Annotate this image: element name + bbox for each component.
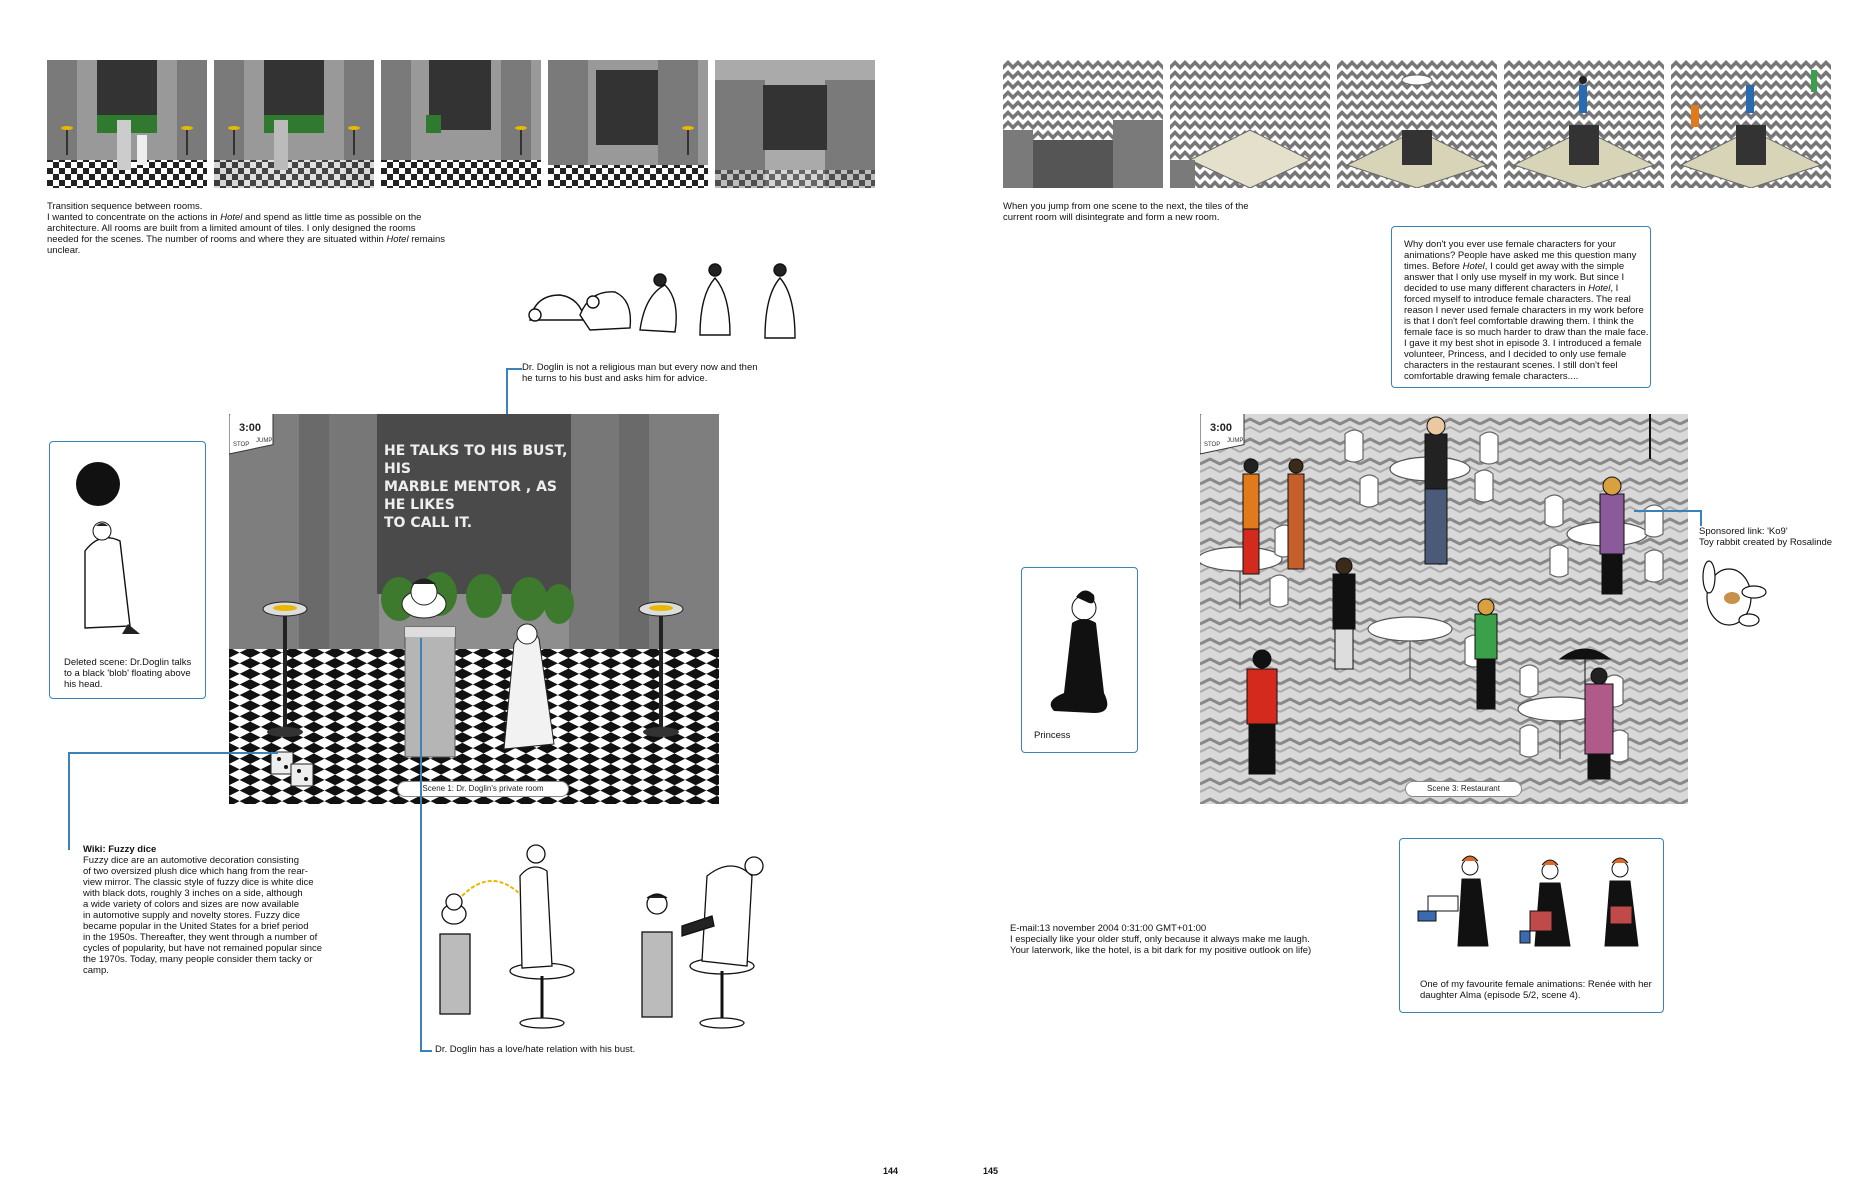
fuzzy-dice-line-9: cycles of popularity, but have not remained popular since xyxy=(83,943,323,954)
female-box-line-6: forced myself to introduce female characters. The real xyxy=(1404,294,1631,305)
jump-thumb-4 xyxy=(1504,60,1664,188)
connector-line-love-hate xyxy=(420,638,422,1051)
transition-thumb-3 xyxy=(381,60,541,188)
deleted-scene-box xyxy=(49,441,206,699)
transition-caption-line-3: needed for the scenes. The number of rooms and where they are situated within Hotel remains xyxy=(47,234,446,245)
female-box-line-5: decided to use many different characters in Hotel, I xyxy=(1404,283,1619,294)
transition-thumb-4 xyxy=(548,60,708,188)
kneeling-sequence-illustration xyxy=(525,250,830,345)
female-box-line-1: Why don't you ever use female characters for your xyxy=(1404,239,1616,250)
scene-1-stop-button: STOP xyxy=(233,442,250,448)
connector-line-sponsored xyxy=(1634,510,1700,512)
renee-caption-line-2: daughter Alma (episode 5/2, scene 4). xyxy=(1420,990,1581,1001)
page-number-left: 144 xyxy=(883,1166,899,1176)
fuzzy-dice-title: Wiki: Fuzzy dice xyxy=(83,844,157,855)
female-box-line-4: answer that I only use myself in my work. But since I xyxy=(1404,272,1625,283)
connector-line-dice-h xyxy=(68,752,278,754)
female-box-line-8: is that I don't feel comfortable drawing them. I think the xyxy=(1404,316,1634,327)
doglin-advice-line-1: Dr. Doglin is not a religious man but every now and then xyxy=(522,362,758,373)
jump-thumb-3 xyxy=(1337,60,1497,188)
female-box-line-12: characters in the restaurant scenes. I still don't feel xyxy=(1404,360,1618,371)
princess-box xyxy=(1021,567,1138,753)
scene-1-sign-line-3: TO CALL IT. xyxy=(384,515,473,531)
deleted-scene-illustration xyxy=(60,456,160,641)
transition-caption-line-1: I wanted to concentrate on the actions in Hotel and spend as little time as possible on the xyxy=(47,212,422,223)
fuzzy-dice-line-8: in the 1950s. Thereafter, they went through a number of xyxy=(83,932,318,943)
fuzzy-dice-line-11: camp. xyxy=(83,965,109,976)
jump-caption-line-1: When you jump from one scene to the next, the tiles of the xyxy=(1003,201,1249,212)
female-box-line-11: volunteer, Princess, and I decided to only use female xyxy=(1404,349,1627,360)
email-line-2: Your laterwork, like the hotel, is a bit dark for my positive outlook on life) xyxy=(1010,945,1312,956)
transition-caption xyxy=(47,201,447,256)
female-box-line-2: animations? People have asked me this question many xyxy=(1404,250,1637,261)
fuzzy-dice-line-1: Fuzzy dice are an automotive decoration consisting xyxy=(83,855,299,866)
love-hate-caption: Dr. Doglin has a love/hate relation with his bust. xyxy=(435,1044,636,1055)
scene-1-label: Scene 1: Dr. Doglin's private room xyxy=(397,781,569,797)
jump-thumb-1 xyxy=(1003,60,1163,188)
transition-thumb-1 xyxy=(47,60,207,188)
connector-line-love-hate-h xyxy=(420,1050,432,1052)
jump-thumb-5 xyxy=(1671,60,1831,188)
doglin-advice-line-2: he turns to his bust and asks him for advice. xyxy=(522,373,708,384)
scene-1-sign-line-1: HE TALKS TO HIS BUST, HIS xyxy=(384,443,568,477)
jump-caption xyxy=(1003,201,1303,223)
scene-1-jump-button: JUMP xyxy=(256,438,273,444)
fuzzy-dice-line-4: with black dots, roughly 3 inches on a side, although xyxy=(83,888,303,899)
sponsored-link-caption xyxy=(1699,526,1868,548)
scene-3-background xyxy=(1200,414,1688,804)
princess-label: Princess xyxy=(1034,730,1071,741)
transition-thumb-2 xyxy=(214,60,374,188)
deleted-scene-line-2: to a black 'blob' floating above xyxy=(64,668,191,679)
female-characters-box xyxy=(1391,226,1651,388)
page-number-right: 145 xyxy=(983,1166,999,1176)
email-line-1: I especially like your older stuff, only because it always make me laugh. xyxy=(1010,934,1310,945)
scene-1-private-room xyxy=(229,414,719,804)
scene-3-stop-button: STOP xyxy=(1204,442,1221,448)
fuzzy-dice-line-5: a wide variety of colors and sizes are now available xyxy=(83,899,299,910)
scene-3-restaurant xyxy=(1200,414,1688,804)
renee-animation-box xyxy=(1399,838,1664,1013)
fuzzy-dice-line-2: of two oversized plush dice which hang from the rear- xyxy=(83,866,308,877)
doglin-advice-caption xyxy=(522,362,822,384)
toy-rabbit-illustration xyxy=(1694,552,1774,632)
sponsored-line-1: Sponsored link: 'Ko9' xyxy=(1699,526,1788,537)
connector-line-dice-v xyxy=(68,752,70,850)
connector-line-advice xyxy=(506,368,522,370)
fuzzy-dice-line-6: in automotive supply and novelty stores. Fuzzy dice xyxy=(83,910,301,921)
transition-thumb-5 xyxy=(715,60,875,188)
deleted-scene-caption xyxy=(64,657,204,690)
fuzzy-dice-line-7: became popular in the United States for a brief period xyxy=(83,921,309,932)
sponsored-line-2: Toy rabbit created by Rosalinde xyxy=(1699,537,1833,548)
scene-1-sign xyxy=(384,442,574,532)
female-box-line-10: I gave it my best shot in episode 3. I introduced a female xyxy=(1404,338,1642,349)
renee-illustration xyxy=(1410,851,1655,966)
scene-3-jump-button: JUMP xyxy=(1227,438,1244,444)
princess-illustration xyxy=(1034,583,1124,723)
deleted-scene-line-3: his head. xyxy=(64,679,103,690)
transition-caption-title: Transition sequence between rooms. xyxy=(47,201,203,212)
transition-caption-line-2: architecture. All rooms are built from a limited amount of tiles. I only designed the rooms xyxy=(47,223,416,234)
fuzzy-dice-line-3: view mirror. The classic style of fuzzy dice is white dice xyxy=(83,877,314,888)
email-header: E-mail:13 november 2004 0:31:00 GMT+01:00 xyxy=(1010,923,1207,934)
renee-caption xyxy=(1420,979,1660,1001)
transition-caption-line-4: unclear. xyxy=(47,245,81,256)
fuzzy-dice-wiki xyxy=(83,844,323,976)
renee-caption-line-1: One of my favourite female animations: Renée with her xyxy=(1420,979,1652,990)
scene-1-clock: 3:00 xyxy=(239,422,262,434)
jump-thumb-2 xyxy=(1170,60,1330,188)
scene-3-label: Scene 3: Restaurant xyxy=(1405,781,1522,797)
right-page xyxy=(934,0,1868,1198)
female-box-line-7: reason I never used female characters in my work before xyxy=(1404,305,1644,316)
jump-caption-line-2: current room will disintegrate and form a new room. xyxy=(1003,212,1220,223)
female-box-line-9: female face is so much harder to draw than the male face. xyxy=(1404,327,1649,338)
email-block xyxy=(1010,923,1350,956)
love-hate-illustration xyxy=(432,836,802,1031)
female-characters-text xyxy=(1404,239,1649,382)
scene-3-clock: 3:00 xyxy=(1210,422,1233,434)
connector-line-sponsored-v xyxy=(1700,510,1702,526)
scene-1-sign-line-2: MARBLE MENTOR , AS HE LIKES xyxy=(384,479,558,513)
fuzzy-dice-line-10: the 1970s. Today, many people consider them tacky or xyxy=(83,954,313,965)
deleted-scene-line-1: Deleted scene: Dr.Doglin talks xyxy=(64,657,192,668)
female-box-line-3: times. Before Hotel, I could get away with the simple xyxy=(1404,261,1625,272)
female-box-line-13: comfortable drawing female characters.... xyxy=(1404,371,1579,382)
